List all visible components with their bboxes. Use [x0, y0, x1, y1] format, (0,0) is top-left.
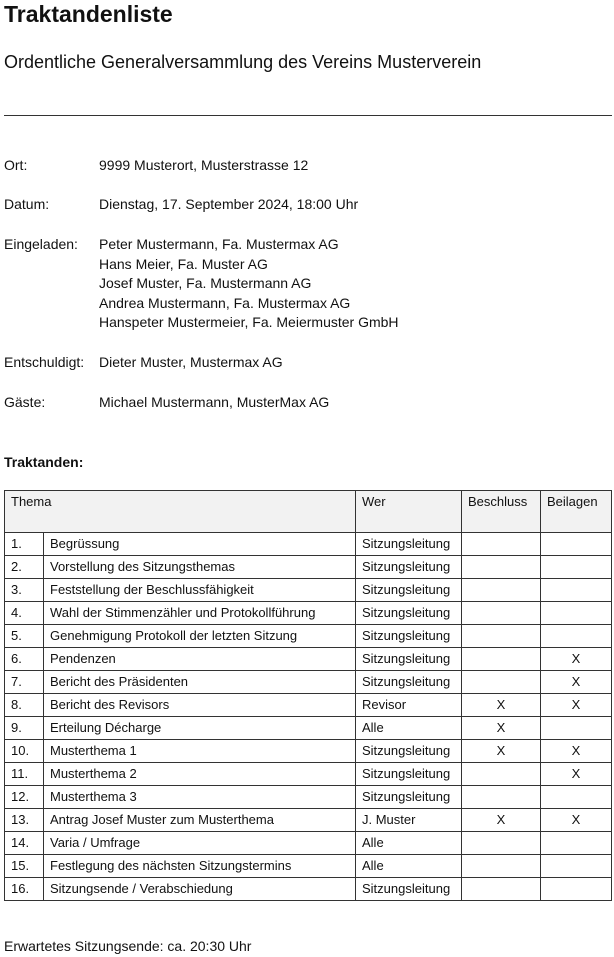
table-row: [5, 671, 612, 694]
row-thema: Pendenzen: [44, 648, 356, 671]
table-row: [5, 694, 612, 717]
table-row: [5, 579, 612, 602]
eingeladen-list: [99, 235, 399, 333]
eingeladen-label: Eingeladen:: [4, 236, 78, 252]
row-thema: Musterthema 2: [44, 763, 356, 786]
document-title: Traktandenliste: [4, 1, 173, 27]
row-wer: Sitzungsleitung: [356, 648, 462, 671]
row-number: 6.: [5, 648, 44, 671]
header-wer: Wer: [356, 491, 462, 533]
row-beschluss: [462, 855, 541, 878]
row-number: 11.: [5, 763, 44, 786]
header-thema: Thema: [5, 491, 356, 533]
row-beschluss: [462, 832, 541, 855]
table-row: [5, 809, 612, 832]
row-wer: J. Muster: [356, 809, 462, 832]
eingeladen-item: Peter Mustermann, Fa. Mustermax AG: [99, 236, 339, 252]
entschuldigt-value: Dieter Muster, Mustermax AG: [99, 354, 283, 370]
row-number: 16.: [5, 878, 44, 901]
row-wer: Sitzungsleitung: [356, 740, 462, 763]
row-thema: Bericht des Revisors: [44, 694, 356, 717]
row-thema: Genehmigung Protokoll der letzten Sitzung: [44, 625, 356, 648]
row-beschluss: [462, 625, 541, 648]
row-beilagen: [541, 556, 612, 579]
row-beilagen: [541, 602, 612, 625]
table-row: [5, 763, 612, 786]
row-beschluss: [462, 878, 541, 901]
row-beschluss: X: [462, 740, 541, 763]
row-thema: Festlegung des nächsten Sitzungstermins: [44, 855, 356, 878]
row-number: 15.: [5, 855, 44, 878]
row-wer: Sitzungsleitung: [356, 786, 462, 809]
row-thema: Vorstellung des Sitzungsthemas: [44, 556, 356, 579]
row-beschluss: X: [462, 809, 541, 832]
row-number: 13.: [5, 809, 44, 832]
row-beilagen: [541, 786, 612, 809]
row-thema: Wahl der Stimmenzähler und Protokollführung: [44, 602, 356, 625]
row-thema: Musterthema 1: [44, 740, 356, 763]
row-number: 8.: [5, 694, 44, 717]
row-beschluss: [462, 671, 541, 694]
entschuldigt-label: Entschuldigt:: [4, 354, 85, 370]
table-row: [5, 625, 612, 648]
row-thema: Musterthema 3: [44, 786, 356, 809]
row-beilagen: X: [541, 694, 612, 717]
row-beschluss: [462, 786, 541, 809]
expected-end: Erwartetes Sitzungsende: ca. 20:30 Uhr: [4, 938, 252, 954]
table-row: [5, 832, 612, 855]
horizontal-rule: [4, 115, 612, 116]
datum-value: Dienstag, 17. September 2024, 18:00 Uhr: [99, 196, 359, 212]
header-beilagen: Beilagen: [541, 491, 612, 533]
table-row: [5, 602, 612, 625]
row-beilagen: X: [541, 740, 612, 763]
ort-label: Ort:: [4, 157, 28, 173]
gaeste-label: Gäste:: [4, 394, 46, 410]
row-number: 3.: [5, 579, 44, 602]
table-row: [5, 786, 612, 809]
eingeladen-item: Josef Muster, Fa. Mustermann AG: [99, 275, 312, 292]
row-beschluss: [462, 602, 541, 625]
row-thema: Erteilung Décharge: [44, 717, 356, 740]
table-row: [5, 878, 612, 901]
table-row: [5, 648, 612, 671]
row-number: 12.: [5, 786, 44, 809]
row-wer: Sitzungsleitung: [356, 671, 462, 694]
row-beilagen: X: [541, 648, 612, 671]
row-thema: Antrag Josef Muster zum Musterthema: [44, 809, 356, 832]
agenda-table: [4, 490, 612, 901]
row-number: 9.: [5, 717, 44, 740]
row-beilagen: [541, 878, 612, 901]
row-thema: Begrüssung: [44, 533, 356, 556]
row-number: 5.: [5, 625, 44, 648]
row-beschluss: [462, 533, 541, 556]
row-wer: Sitzungsleitung: [356, 579, 462, 602]
row-wer: Alle: [356, 832, 462, 855]
row-beilagen: [541, 625, 612, 648]
datum-label: Datum:: [4, 196, 50, 212]
row-thema: Bericht des Präsidenten: [44, 671, 356, 694]
row-thema: Feststellung der Beschlussfähigkeit: [44, 579, 356, 602]
row-beilagen: X: [541, 671, 612, 694]
table-row: [5, 717, 612, 740]
row-wer: Sitzungsleitung: [356, 878, 462, 901]
agenda-header-row: [5, 491, 612, 533]
row-beschluss: [462, 556, 541, 579]
row-beilagen: [541, 832, 612, 855]
row-wer: Alle: [356, 855, 462, 878]
row-beschluss: X: [462, 694, 541, 717]
row-wer: Sitzungsleitung: [356, 763, 462, 786]
eingeladen-item: Andrea Mustermann, Fa. Mustermax AG: [99, 294, 351, 311]
row-thema: Sitzungsende / Verabschiedung: [44, 878, 356, 901]
row-wer: Sitzungsleitung: [356, 556, 462, 579]
row-number: 4.: [5, 602, 44, 625]
row-wer: Alle: [356, 717, 462, 740]
row-number: 2.: [5, 556, 44, 579]
table-row: [5, 740, 612, 763]
row-beilagen: [541, 579, 612, 602]
row-wer: Sitzungsleitung: [356, 602, 462, 625]
row-beschluss: [462, 579, 541, 602]
row-beschluss: [462, 763, 541, 786]
row-number: 7.: [5, 671, 44, 694]
table-row: [5, 556, 612, 579]
row-number: 14.: [5, 832, 44, 855]
row-wer: Sitzungsleitung: [356, 533, 462, 556]
row-beilagen: [541, 533, 612, 556]
row-number: 10.: [5, 740, 44, 763]
eingeladen-item: Hans Meier, Fa. Muster AG: [99, 255, 268, 272]
row-thema: Varia / Umfrage: [44, 832, 356, 855]
row-wer: Sitzungsleitung: [356, 625, 462, 648]
row-wer: Revisor: [356, 694, 462, 717]
ort-value: 9999 Musterort, Musterstrasse 12: [99, 157, 309, 173]
table-row: [5, 533, 612, 556]
row-beilagen: X: [541, 763, 612, 786]
table-row: [5, 855, 612, 878]
row-number: 1.: [5, 533, 44, 556]
header-beschluss: Beschluss: [462, 491, 541, 533]
traktanden-heading: Traktanden:: [4, 454, 84, 470]
eingeladen-item: Hanspeter Mustermeier, Fa. Meiermuster GmbH: [99, 314, 399, 331]
row-beilagen: X: [541, 809, 612, 832]
gaeste-value: Michael Mustermann, MusterMax AG: [99, 394, 330, 410]
row-beschluss: [462, 648, 541, 671]
row-beschluss: X: [462, 717, 541, 740]
document-subtitle: Ordentliche Generalversammlung des Vereins Musterverein: [4, 52, 482, 72]
row-beilagen: [541, 717, 612, 740]
row-beilagen: [541, 855, 612, 878]
